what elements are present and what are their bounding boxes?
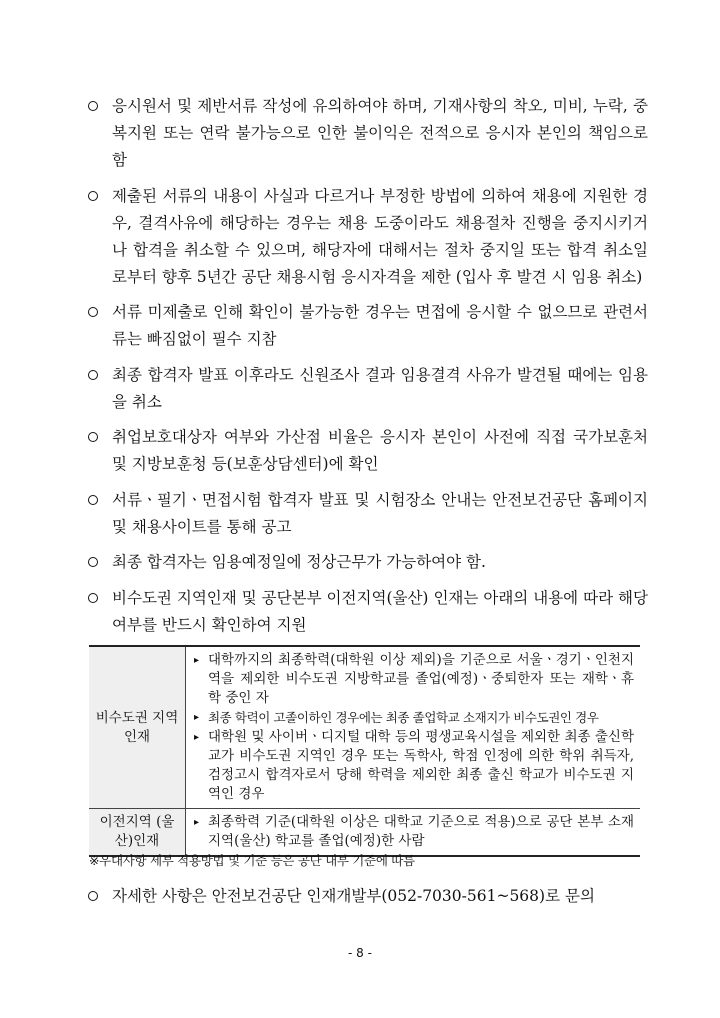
table-row <box>89 646 640 809</box>
notice-item <box>88 183 648 291</box>
criteria-text: 대학원 및 사이버ㆍ디지털 대학 등의 평생교육시설을 제외한 최종 출신학교가 비수도권 지역인 경우 또는 독학사, 학점 인정에 의한 학위 취득자, 검정고시 합격자로서 당해 학력을 제외한 최종 출신 학교가 비수도권 지역인 경우 <box>208 729 634 802</box>
notice-text: 서류ㆍ필기ㆍ면접시험 합격자 발표 및 시험장소 안내는 안전보건공단 홈페이지 및 채용사이트를 통해 공고 <box>112 490 648 536</box>
page-number: - 8 - <box>348 946 372 960</box>
notice-item <box>88 93 648 174</box>
row-content <box>186 646 641 809</box>
circle-bullet-icon <box>88 370 98 380</box>
circle-bullet-icon <box>88 307 98 317</box>
criteria-text: 대학까지의 최종학력(대학원 이상 제외)을 기준으로 서울ㆍ경기ㆍ인천지역을 제외한 비수도권 지방학교를 졸업(예정)ㆍ중퇴한자 또는 재학ㆍ휴학 중인 자 <box>208 652 634 706</box>
table-row <box>89 809 640 857</box>
notice-text: 응시원서 및 제반서류 작성에 유의하여야 하며, 기재사항의 착오, 미비, 누락, 중복지원 또는 연락 불가능으로 인한 불이익은 전적으로 응시자 본인의 책임으로 함 <box>112 97 648 169</box>
triangle-bullet-icon: ▸ <box>194 817 200 828</box>
talent-criteria-table <box>89 645 640 857</box>
triangle-bullet-icon: ▸ <box>194 712 200 723</box>
notice-text: 취업보호대상자 여부와 가산점 비율은 응시자 본인이 사전에 직접 국가보훈처 및 지방보훈청 등(보훈상담센터)에 확인 <box>112 428 648 473</box>
notice-text: 서류 미제출로 인해 확인이 불가능한 경우는 면접에 응시할 수 없으므로 관련서류는 빠짐없이 필수 지참 <box>112 303 648 348</box>
notice-item <box>88 299 648 353</box>
contact-notice <box>88 883 672 910</box>
circle-bullet-icon <box>88 557 98 567</box>
circle-bullet-icon <box>88 495 98 505</box>
criteria-item <box>194 708 634 728</box>
notice-item <box>88 585 648 639</box>
triangle-bullet-icon: ▸ <box>194 732 200 743</box>
circle-bullet-icon <box>88 593 98 603</box>
triangle-bullet-icon: ▸ <box>194 655 200 666</box>
notice-text: 비수도권 지역인재 및 공단본부 이전지역(울산) 인재는 아래의 내용에 따라 해당여부를 반드시 확인하여 지원 <box>112 588 648 634</box>
criteria-item <box>194 651 634 708</box>
circle-bullet-icon <box>88 432 98 442</box>
circle-bullet-icon <box>88 191 98 201</box>
criteria-item <box>194 813 634 851</box>
notice-list <box>88 93 648 647</box>
row-label-non-capital: 비수도권 지역인재 <box>89 646 186 809</box>
notice-item <box>88 549 648 576</box>
circle-bullet-icon <box>88 891 98 901</box>
notice-text: 최종 합격자는 임용예정일에 정상근무가 가능하여야 함. <box>112 553 486 571</box>
criteria-text: 최종학력 기준(대학원 이상은 대학교 기준으로 적용)으로 공단 본부 소재 지역(울산) 학교를 졸업(예정)한 사람 <box>208 814 634 849</box>
preference-note: ※우대사항 세부 적용방법 및 기준 등은 공단 내부 기준에 따름 <box>89 853 415 868</box>
notice-item <box>88 487 648 541</box>
notice-text: 최종 합격자 발표 이후라도 신원조사 결과 임용결격 사유가 발견될 때에는 임용을 취소 <box>112 365 648 411</box>
notice-text: 제출된 서류의 내용이 사실과 다르거나 부정한 방법에 의하여 채용에 지원한 경우, 결격사유에 해당하는 경우는 채용 도중이라도 채용절차 진행을 중지시키거나 합격을 취소할 수 있으며, 해당자에 대해서는 절차 중지일 또는 합격 취소일로부터 향후 5년간 공단 채용시험 응시자격을 제한 (입사 후 발견 시 임용 취소) <box>112 186 648 286</box>
notice-item <box>88 362 648 416</box>
circle-bullet-icon <box>88 101 98 111</box>
notice-item <box>88 424 648 478</box>
criteria-text: 최종 학력이 고졸이하인 경우에는 최종 졸업학교 소재지가 비수도권인 경우 <box>208 710 599 725</box>
notice-text: 자세한 사항은 안전보건공단 인재개발부(052-7030-561~568)로 문의 <box>112 887 595 905</box>
row-content <box>186 809 641 857</box>
criteria-item <box>194 728 634 804</box>
row-label-relocation: 이전지역 (울산)인재 <box>89 809 186 857</box>
